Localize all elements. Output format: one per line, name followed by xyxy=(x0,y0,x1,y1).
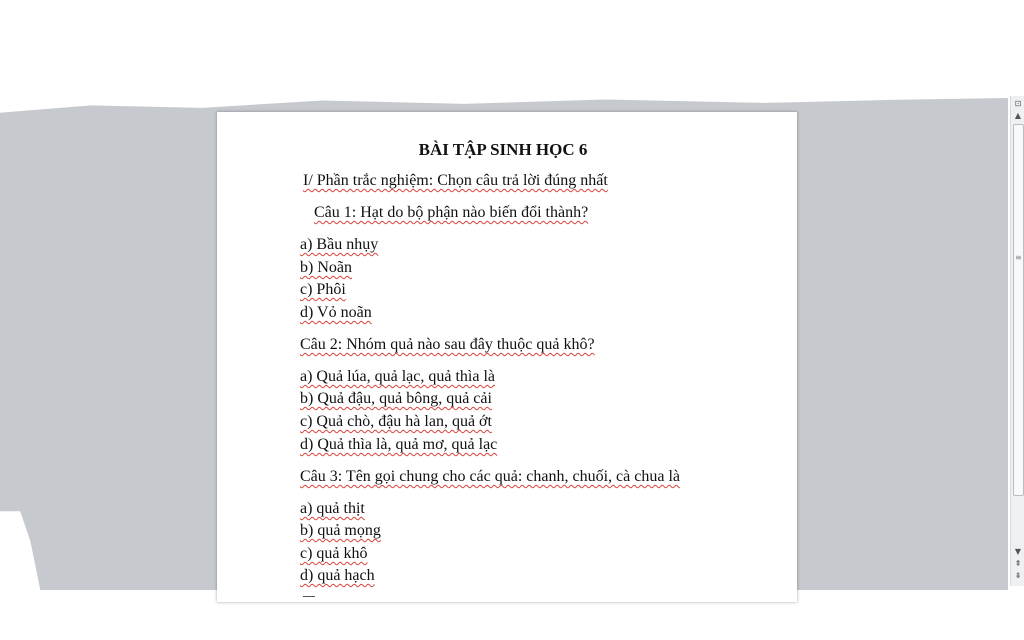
question-1: Câu 1: Hạt do bộ phận nào biến đổi thành? xyxy=(314,204,589,221)
question-2: Câu 2: Nhóm quả nào sau đây thuộc quả khô? xyxy=(300,336,595,353)
q1-option-c: c) Phôi xyxy=(300,281,346,298)
thumb-grip-icon: ≡ xyxy=(1015,253,1022,262)
scrollbar-thumb[interactable] xyxy=(1013,124,1024,496)
q2-option-b: b) Quả đậu, quả bông, quả cải xyxy=(300,390,492,407)
q1-option-d: d) Vỏ noãn xyxy=(300,304,372,321)
vertical-scrollbar[interactable] xyxy=(1010,96,1024,586)
next-page-icon[interactable]: ⇟ xyxy=(1014,571,1022,580)
ruler-toggle-icon[interactable]: ⊡ xyxy=(1014,99,1022,108)
q3-option-d: d) quả hạch xyxy=(300,567,375,584)
q2-option-c: c) Quả chò, đậu hà lan, quả ớt xyxy=(300,413,492,430)
q3-option-c: c) quả khô xyxy=(300,545,368,562)
q2-option-d: d) Quả thìa là, quả mơ, quả lạc xyxy=(300,436,498,453)
q1-option-b: b) Noãn xyxy=(300,259,352,276)
arrow-up-icon[interactable]: ▲ xyxy=(1014,111,1022,120)
q1-option-a: a) Bầu nhụy xyxy=(300,236,379,253)
section-heading: I/ Phần trắc nghiệm: Chọn câu trả lời đúng nhất xyxy=(303,172,608,189)
document-title: BÀI TẬP SINH HỌC 6 xyxy=(418,140,588,159)
q3-option-b: b) quả mọng xyxy=(300,522,381,539)
prev-page-icon[interactable]: ⇞ xyxy=(1014,559,1022,568)
text-cursor-line xyxy=(303,596,315,597)
arrow-down-icon[interactable]: ▼ xyxy=(1014,547,1022,556)
question-3: Câu 3: Tên gọi chung cho các quả: chanh, chuối, cà chua là xyxy=(300,468,681,485)
document-page[interactable] xyxy=(217,112,797,602)
q2-option-a: a) Quả lúa, quả lạc, quả thìa là xyxy=(300,368,496,385)
q3-option-a: a) quả thịt xyxy=(300,500,365,517)
